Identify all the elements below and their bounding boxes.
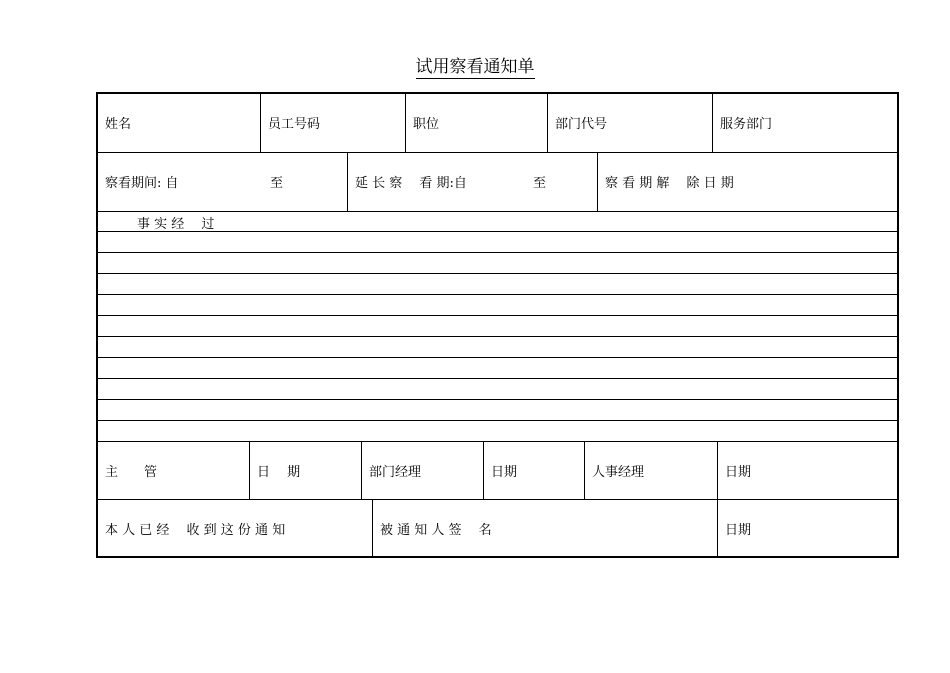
col-divider [717,441,718,499]
employee-no-label: 员工号码 [268,117,321,132]
facts-line [98,231,897,232]
col-divider [712,94,713,152]
probation-period-to-label: 至 [270,176,284,191]
row-divider [98,499,897,500]
probation-form-table [96,92,899,558]
facts-line [98,315,897,316]
col-divider [584,441,585,499]
row-divider [98,441,897,442]
col-divider [717,499,718,556]
facts-line [98,252,897,253]
facts-line [98,420,897,421]
col-divider [361,441,362,499]
facts-line [98,399,897,400]
hr-manager-label: 人事经理 [592,465,645,480]
dept-manager-label: 部门经理 [369,465,422,480]
col-divider [597,152,598,211]
col-divider [483,441,484,499]
facts-line [98,378,897,379]
received-notice-label: 本 人 已 经 收 到 这 份 通 知 [105,523,286,538]
facts-line [98,357,897,358]
col-divider [249,441,250,499]
facts-label: 事 实 经 过 [137,217,215,232]
supervisor-label: 主 管 [105,465,158,480]
row-divider [98,152,897,153]
col-divider [405,94,406,152]
facts-line [98,273,897,274]
notified-signature-label: 被 通 知 人 签 名 [380,523,492,538]
name-label: 姓名 [105,117,132,132]
row-divider [98,211,897,212]
extended-period-to-label: 至 [533,176,547,191]
form-title: 试用察看通知单 [415,57,535,77]
position-label: 职位 [413,117,440,132]
facts-line [98,294,897,295]
probation-release-date-label: 察 看 期 解 除 日 期 [605,176,734,191]
dept-manager-date-label: 日期 [491,465,518,480]
col-divider [372,499,373,556]
service-dept-label: 服务部门 [720,117,773,132]
col-divider [347,152,348,211]
hr-manager-date-label: 日期 [725,465,752,480]
col-divider [547,94,548,152]
col-divider [260,94,261,152]
facts-line [98,336,897,337]
dept-code-label: 部门代号 [555,117,608,132]
supervisor-date-label: 日 期 [257,465,301,480]
receipt-date-label: 日期 [725,523,752,538]
probation-period-from-label: 察看期间: 自 [105,176,179,191]
extended-period-from-label: 延 长 察 看 期:自 [355,176,467,191]
